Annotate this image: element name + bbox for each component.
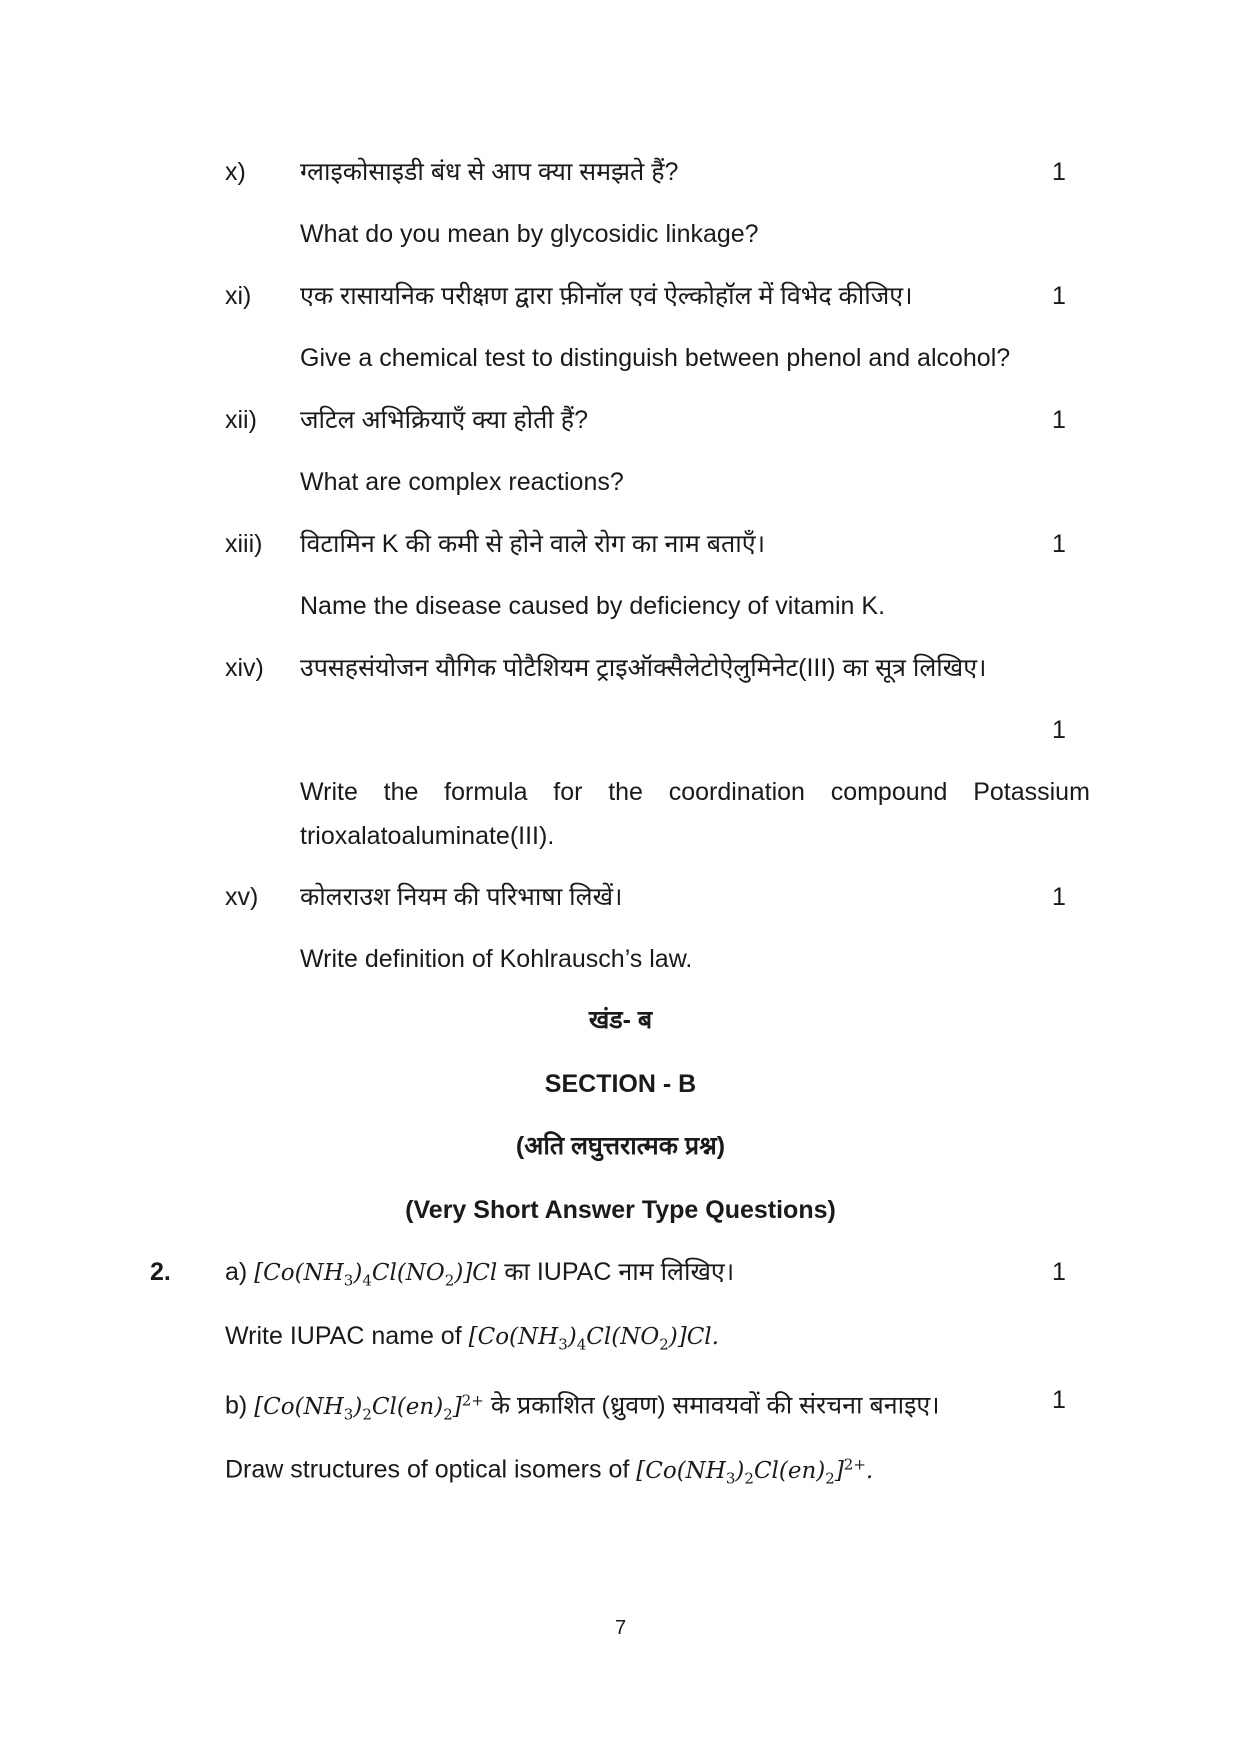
marks: 1 <box>1052 716 1066 744</box>
question-text-hindi: कोलराउश नियम की परिभाषा लिखें। <box>300 883 623 911</box>
section-title-hindi: खंड- ब <box>588 1006 653 1034</box>
question-text-hindi: जटिल अभिक्रियाएँ क्या होती हैं? <box>300 406 588 434</box>
marks: 1 <box>1052 1258 1066 1286</box>
question-text-english: Draw structures of optical isomers of <box>225 1455 630 1484</box>
marks: 1 <box>1052 158 1066 186</box>
part-label: a) <box>225 1258 248 1286</box>
question-text-english-line1 <box>300 776 1090 808</box>
question-text-hindi: ग्लाइकोसाइडी बंध से आप क्या समझते हैं? <box>300 158 679 186</box>
part-label: b) <box>225 1391 248 1420</box>
page-number: 7 <box>614 1617 627 1639</box>
formula-b: $[Co(NH_3)_2Cl(en)_2]^{2+}$. <box>636 1455 874 1488</box>
question-2b-hindi <box>225 1384 940 1430</box>
question-text-english: Write IUPAC name of <box>225 1322 462 1350</box>
word: the <box>383 778 419 806</box>
section-subtitle-english: (Very Short Answer Type Questions) <box>405 1196 836 1224</box>
marks: 1 <box>1052 1386 1066 1414</box>
question-text-english: What are complex reactions? <box>300 468 624 496</box>
formula-a: $[Co(NH_3)_4Cl(NO_2)]Cl$ <box>254 1260 498 1290</box>
question-number: xiv) <box>225 654 264 682</box>
question-number: xiii) <box>225 530 263 558</box>
word: Write <box>300 778 358 806</box>
marks: 1 <box>1052 406 1066 434</box>
question-number: 2. <box>150 1258 171 1286</box>
question-number: xii) <box>225 406 257 434</box>
word: Potassium <box>973 778 1090 806</box>
word: for <box>553 778 583 806</box>
marks: 1 <box>1052 282 1066 310</box>
marks: 1 <box>1052 883 1066 911</box>
formula-b: $[Co(NH_3)_2Cl(en)_2]^{2+}$ <box>254 1391 484 1424</box>
marks: 1 <box>1052 530 1066 558</box>
question-text-english: Give a chemical test to distinguish between phenol and alcohol? <box>300 344 1011 372</box>
question-text-hindi: का IUPAC नाम लिखिए। <box>504 1258 735 1286</box>
question-2b-english <box>225 1448 873 1494</box>
question-number: xi) <box>225 282 252 310</box>
word: formula <box>444 778 528 806</box>
question-text-hindi: विटामिन K की कमी से होने वाले रोग का नाम बताएँ। <box>300 530 766 558</box>
formula-a: $[Co(NH_3)_4Cl(NO_2)]Cl$. <box>468 1324 719 1354</box>
question-text-english: Write definition of Kohlrausch’s law. <box>300 945 693 973</box>
question-text-english: What do you mean by glycosidic linkage? <box>300 220 759 248</box>
question-text-english-line2: trioxalatoaluminate(III). <box>300 822 555 850</box>
question-2a-hindi <box>225 1256 734 1297</box>
question-number: xv) <box>225 883 259 911</box>
word: coordination <box>668 778 805 806</box>
question-text-english: Name the disease caused by deficiency of vitamin K. <box>300 592 886 620</box>
section-title-english: SECTION - B <box>544 1070 697 1098</box>
section-subtitle-hindi: (अति लघुत्तरात्मक प्रश्न) <box>515 1132 726 1160</box>
question-text-hindi: के प्रकाशित (ध्रुवण) समावयवों की संरचना बनाइए। <box>490 1391 940 1420</box>
word: the <box>608 778 643 806</box>
question-2a-english <box>225 1320 719 1361</box>
question-text-hindi: एक रासायनिक परीक्षण द्वारा फ़ीनॉल एवं ऐल्कोहॉल में विभेद कीजिए। <box>300 282 913 310</box>
question-text-hindi: उपसहसंयोजन यौगिक पोटैशियम ट्राइऑक्सैलेटोऐलुमिनेट(III) का सूत्र लिखिए। <box>300 654 987 682</box>
question-number: x) <box>225 158 246 186</box>
word: compound <box>830 778 948 806</box>
